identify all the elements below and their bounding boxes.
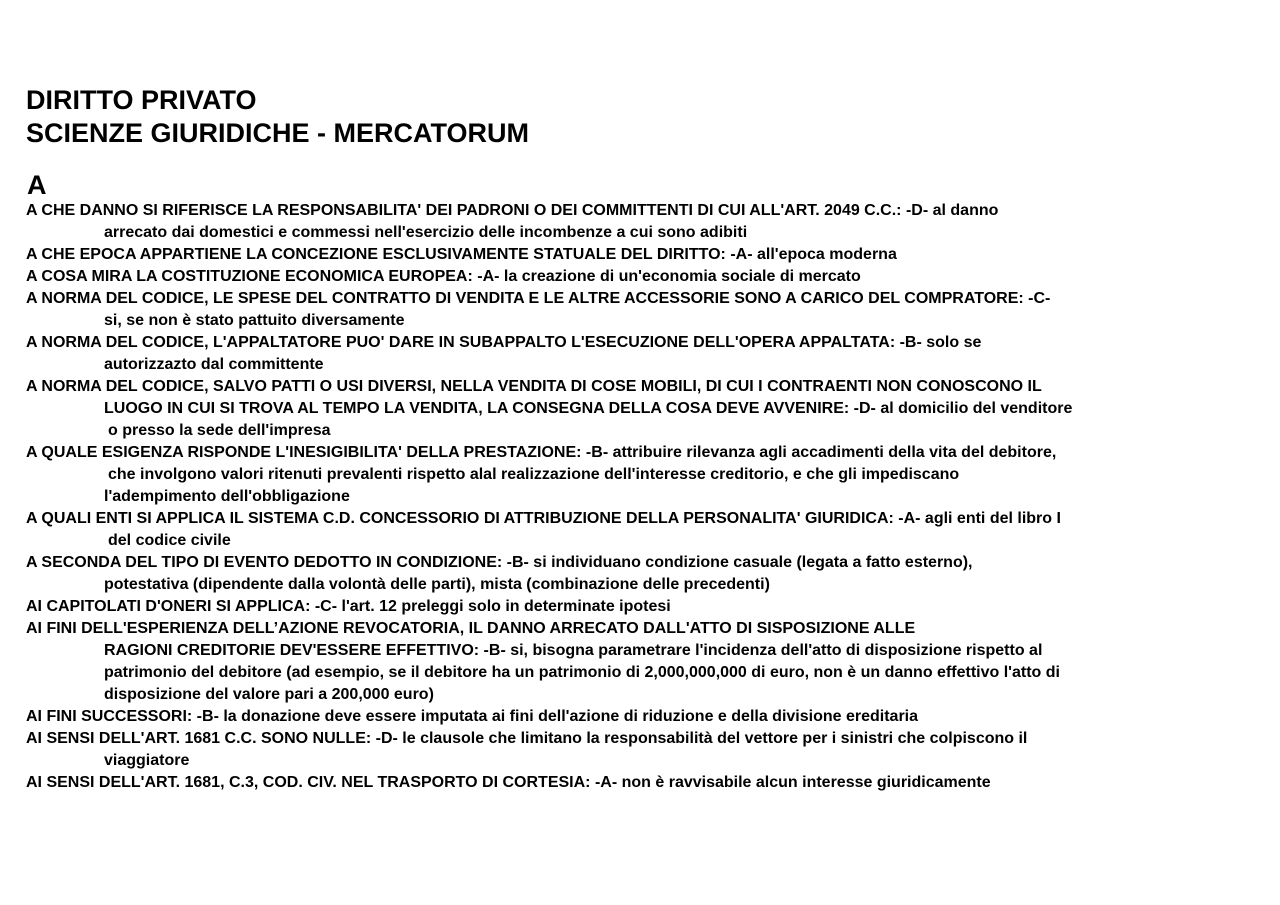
list-item [26, 552, 1256, 596]
list-item [26, 728, 1256, 772]
entry-continuation-line: si, se non è stato pattuito diversamente [104, 312, 405, 329]
entry-continuation-line: l'adempimento dell'obbligazione [104, 488, 350, 505]
entry-continuation-line: LUOGO IN CUI SI TROVA AL TEMPO LA VENDITA, LA CONSEGNA DELLA COSA DEVE AVVENIRE: -D- al domicilio del venditore [104, 400, 1073, 417]
entry-question-line: A SECONDA DEL TIPO DI EVENTO DEDOTTO IN CONDIZIONE: -B- si individuano condizione casuale (legata a fatto esterno), [26, 554, 973, 571]
list-item [26, 596, 1256, 618]
list-item [26, 376, 1256, 442]
entry-continuation-line: o presso la sede dell'impresa [108, 422, 331, 439]
entry-question-line: AI SENSI DELL'ART. 1681 C.C. SONO NULLE: -D- le clausole che limitano la responsabilità del vettore per i sinistri che colpiscono il [26, 730, 1028, 747]
list-item [26, 332, 1256, 376]
entry-continuation-line: RAGIONI CREDITORIE DEV'ESSERE EFFETTIVO: -B- si, bisogna parametrare l'incidenza dell'atto di disposizione rispetto al [104, 642, 1043, 659]
list-item [26, 244, 1256, 266]
entry-question-line: A CHE EPOCA APPARTIENE LA CONCEZIONE ESCLUSIVAMENTE STATUALE DEL DIRITTO: -A- all'epoca moderna [26, 246, 897, 263]
list-item [26, 200, 1256, 244]
entry-question-line: A NORMA DEL CODICE, L'APPALTATORE PUO' DARE IN SUBAPPALTO L'ESECUZIONE DELL'OPERA APPALTATA: -B- solo se [26, 334, 982, 351]
entry-question-line: AI SENSI DELL'ART. 1681, C.3, COD. CIV. NEL TRASPORTO DI CORTESIA: -A- non è ravvisabile alcun interesse giuridicamente [26, 774, 991, 791]
entry-continuation-line: che involgono valori ritenuti prevalenti rispetto alal realizzazione dell'interesse creditorio, e che gli impediscano [108, 466, 960, 483]
entry-continuation-line: autorizzazto dal committente [104, 356, 324, 373]
entry-question-line: A QUALE ESIGENZA RISPONDE L'INESIGIBILITA' DELLA PRESTAZIONE: -B- attribuire rilevanza agli accadimenti della vita del debitore, [26, 444, 1057, 461]
entry-question-line: A COSA MIRA LA COSTITUZIONE ECONOMICA EUROPEA: -A- la creazione di un'economia sociale di mercato [26, 268, 861, 285]
entry-question-line: A NORMA DEL CODICE, SALVO PATTI O USI DIVERSI, NELLA VENDITA DI COSE MOBILI, DI CUI I CONTRAENTI NON CONOSCONO IL [26, 378, 1042, 395]
entry-continuation-line: arrecato dai domestici e commessi nell'esercizio delle incombenze a cui sono adibiti [104, 224, 748, 241]
entry-continuation-line: viaggiatore [104, 752, 190, 769]
entry-continuation-line: patrimonio del debitore (ad esempio, se il debitore ha un patrimonio di 2,000,000,000 di euro, non è un danno effettivo l'atto di [104, 664, 1060, 681]
entry-question-line: AI CAPITOLATI D'ONERI SI APPLICA: -C- l'art. 12 preleggi solo in determinate ipotesi [26, 598, 671, 615]
title-line-1: DIRITTO PRIVATO [26, 85, 257, 115]
entry-question-line: A CHE DANNO SI RIFERISCE LA RESPONSABILITA' DEI PADRONI O DEI COMMITTENTI DI CUI ALL'ART. 2049 C.C.: -D- al danno [26, 202, 999, 219]
entry-question-line: AI FINI DELL'ESPERIENZA DELL’AZIONE REVOCATORIA, IL DANNO ARRECATO DALL'ATTO DI SISPOSIZIONE ALLE [26, 620, 916, 637]
title-line-2: SCIENZE GIURIDICHE - MERCATORUM [26, 118, 530, 148]
list-item [26, 772, 1256, 794]
entry-question-line: AI FINI SUCCESSORI: -B- la donazione deve essere imputata ai fini dell'azione di riduzione e della divisione ereditaria [26, 708, 919, 725]
list-item [26, 288, 1256, 332]
section-letter: A [27, 170, 47, 200]
entry-continuation-line: potestativa (dipendente dalla volontà delle parti), mista (combinazione delle precedenti) [104, 576, 770, 593]
document-title [26, 84, 1256, 150]
entries-list [26, 200, 1256, 794]
list-item [26, 706, 1256, 728]
entry-continuation-line: del codice civile [108, 532, 231, 549]
entry-question-line: A NORMA DEL CODICE, LE SPESE DEL CONTRATTO DI VENDITA E LE ALTRE ACCESSORIE SONO A CARICO DEL COMPRATORE: -C- [26, 290, 1051, 307]
list-item [26, 442, 1256, 508]
document-page [26, 84, 1256, 794]
entry-question-line: A QUALI ENTI SI APPLICA IL SISTEMA C.D. CONCESSORIO DI ATTRIBUZIONE DELLA PERSONALITA' GIURIDICA: -A- agli enti del libro I [26, 510, 1061, 527]
list-item [26, 508, 1256, 552]
entry-continuation-line: disposizione del valore pari a 200,000 euro) [104, 686, 434, 703]
list-item [26, 266, 1256, 288]
list-item [26, 618, 1256, 706]
